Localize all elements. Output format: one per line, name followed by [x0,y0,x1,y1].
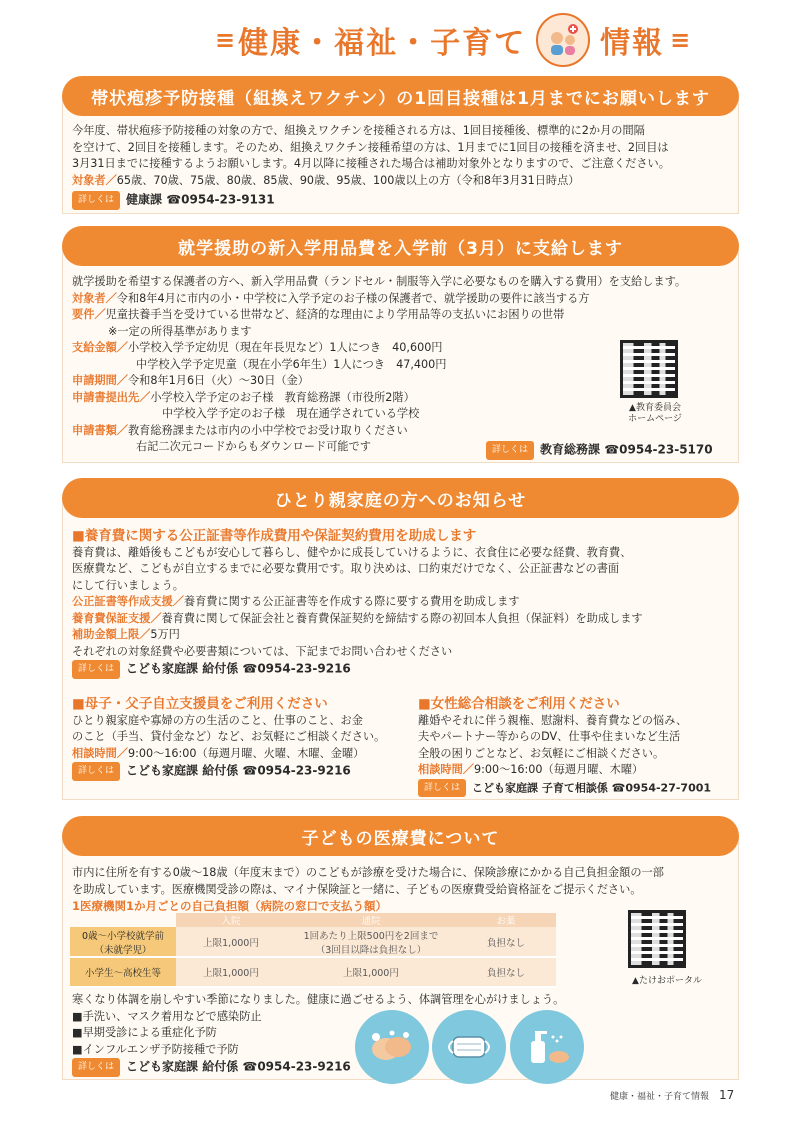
label-consult-time: 相談時間／ [72,746,128,760]
more-info-badge: 詳しくは [72,762,120,781]
amount-text-2: 中学校入学予定児童（現在小学6年生）1人につき 47,400円 [136,357,447,371]
bullet-item: ■手洗い、マスク着用などで感染防止 [72,1009,262,1023]
text-line: 寒くなり体調を崩しやすい季節になりました。健康に過ごせるよう、体調管理を心がけましょう。 [72,993,565,1006]
table-cell: 負担なし [456,957,556,987]
mask-icon [432,1010,506,1084]
row-label: 0歳～小学校就学前 [81,930,165,942]
qr-code-education-icon[interactable] [620,340,678,398]
label-amount: 支給金額／ [72,341,128,354]
banner-single-parent: ひとり親家庭の方へのお知らせ [62,478,739,518]
more-info-badge: 詳しくは [72,660,120,679]
header-deco-left: ≡ [215,26,233,54]
cell-line: （3回目以降は負担なし） [315,944,427,956]
qr-caption-line: ホームページ [628,414,682,424]
text-line: 医療費など、こどもが自立するまでに必要な費用です。取り決めは、口約束だけでなく、公正証書などの書面 [72,562,620,575]
period-text: 令和8年1月6日（火）～30日（金） [127,374,309,387]
more-info-badge: 詳しくは [418,779,466,798]
table-row [70,927,556,957]
contact-education-row [486,441,713,460]
qr-caption-line: ▲教育委員会 [629,403,681,413]
bullet-item: ■早期受診による重症化予防 [72,1026,217,1039]
label-guarantee-support: 養育費保証支援／ [72,611,162,625]
subsidy-limit-text: 5万円 [150,628,180,641]
label-notary-support: 公正証書等作成支援／ [72,595,184,608]
qr-caption-portal: ▲たけおポータル [632,976,702,986]
single-parent-body [72,528,732,679]
qr-code-portal-icon[interactable] [628,910,686,968]
submit-text-1: 小学校入学予定のお子様 教育総務課（市役所2階） [150,390,415,404]
banner-medical-fees: 子どもの医療費について [62,816,739,856]
page-footer [610,1088,734,1102]
banner-shingles: 帯状疱疹予防接種（組換えワクチン）の1回目接種は1月までにお願いします [62,76,739,116]
text-line: 就学援助を希望する保護者の方へ、新入学用品費（ランドセル・制服等入学に必要なものを購入する費用）を支給します。 [72,275,687,288]
table-cell: 上限1,000円 [176,957,286,987]
page-number: 17 [719,1088,735,1102]
text-line: 夫やパートナー等からのDV、仕事や住まいなど生活 [418,730,681,743]
contact-child-family-2: こども家庭課 給付係 ☎0954-23-9216 [126,763,351,778]
table-row [70,957,556,987]
text-line: を助成しています。医療機関受診の際は、マイナ保険証と一緒に、子どもの医療費受給資格証をご提示ください。 [72,882,642,896]
text-line: ひとり親家庭や寡婦の方の生活のこと、仕事のこと、お金 [72,713,363,727]
amount-text-1: 小学校入学予定幼児（現在年長児など）1人につき 40,600円 [127,341,443,354]
page-title: 健康・福祉・子育て [238,26,527,61]
table-header: 入院 [176,913,286,927]
label-subsidy-limit: 補助金額上限／ [72,628,151,641]
consult-time-text: 9:00～16:00（毎週月曜、火曜、木曜、金曜） [127,746,365,760]
medical-fees-body [72,865,734,915]
text-line: 離婚やそれに伴う親権、慰謝料、養育費などの悩み、 [418,713,688,727]
label-target: 対象者／ [72,291,117,305]
label-forms: 申請書類／ [72,423,128,437]
submit-text-2: 中学校入学予定のお子様 現在通学されている学校 [162,407,420,420]
contact-child-family-4: こども家庭課 給付係 ☎0954-23-9216 [126,1059,351,1074]
table-cell: 負担なし [456,927,556,957]
table-cell: 上限1,000円 [176,927,286,957]
more-info-badge: 詳しくは [72,191,120,210]
label-consult-time: 相談時間／ [418,763,474,776]
subhead-child-support: ■養育費に関する公正証書等作成費用や保証契約費用を助成します [72,528,477,544]
text-line: にして行いましょう。 [72,578,184,592]
label-target: 対象者／ [72,173,117,187]
contact-child-family-1: こども家庭課 給付係 ☎0954-23-9216 [126,661,351,676]
table-header: お薬 [456,913,556,927]
more-info-badge: 詳しくは [72,1058,120,1077]
contact-child-family-3: こども家庭課 子育て相談係 ☎0954-27-7001 [472,780,712,794]
label-period: 申請期間／ [72,374,128,387]
text-line: 市内に住所を有する0歳～18歳（年度末まで）のこどもが診療を受けた場合に、保険診療にかかる自己負担金額の一部 [72,866,664,879]
table-corner [70,913,176,927]
subhead-support-staff: ■母子・父子自立支援員をご利用ください [72,696,328,712]
label-requirement: 要件／ [72,308,106,321]
consult-time-text: 9:00～16:00（毎週月曜、木曜） [473,763,644,776]
text-line: 全般の困りごとなど、お気軽にご相談ください。 [418,746,665,760]
table-header: 通院 [286,913,456,927]
contact-education: 教育総務課 ☎0954-23-5170 [540,442,713,457]
guarantee-support-text: 養育費に関して保証会社と養育費保証契約を締結する際の初回本人負担（保証料）を助成します [161,611,643,625]
text-line: のこと（手当、貸付金など）など、お気軽にご相談ください。 [72,730,386,743]
requirement-note: ※一定の所得基準があります [108,324,252,338]
notary-support-text: 養育費に関する公正証書等を作成する際に要する費用を助成します [183,595,520,608]
medical-fee-table [70,913,556,988]
row-label: （未就学児） [94,944,152,956]
target-text: 65歳、70歳、75歳、80歳、85歳、90歳、95歳、100歳以上の方（令和8年3月31日時点） [116,173,580,187]
table-title: 1医療機関1か月ごとの自己負担額（病院の窓口で支払う額） [72,899,388,913]
table-row-header: 小学生～高校生等 [70,957,176,987]
target-text: 令和8年4月に市内の小・中学校に入学予定のお子様の保護者で、就学援助の要件に該当する方 [116,291,590,305]
forms-text-2: 右記二次元コードからもダウンロード可能です [136,440,371,453]
footer-label: 健康・福祉・子育て情報 [610,1092,710,1102]
subhead-women-consult: ■女性総合相談をご利用ください [418,696,620,712]
table-cell: 上限1,000円 [286,957,456,987]
hand-washing-icon [355,1010,429,1084]
sanitizer-icon [510,1010,584,1084]
table-row-header [70,927,176,957]
requirement-text: 児童扶養手当を受けている世帯など、経済的な理由により学用品等の支払いにお困りの世帯 [105,308,565,321]
page-header [215,12,735,68]
table-cell [286,927,456,957]
text-line: 今年度、帯状疱疹予防接種の対象の方で、組換えワクチンを接種される方は、1回目接種後、標準的に2か月の間隔 [72,124,645,137]
shingles-body [72,123,732,210]
page-title-suffix: 情報 [600,26,665,61]
qr-caption-education [600,403,710,425]
text-line: それぞれの対象経費や必要書類については、下記までお問い合わせください [72,644,453,658]
text-line: 3月31日までに接種するようお願いします。4月以降に接種された場合は補助対象外となりますので、ご注意ください。 [72,157,670,170]
bullet-item: ■インフルエンザ予防接種で予防 [72,1042,239,1056]
contact-health: 健康課 ☎0954-23-9131 [126,192,275,207]
women-consult-body [418,696,736,797]
banner-school-aid: 就学援助の新入学用品費を入学前（3月）に支給します [62,226,739,266]
header-deco-right: ≡ [670,26,688,54]
forms-text-1: 教育総務課または市内の小中学校でお受け取りください [127,423,408,437]
single-parent-support-body [72,696,412,781]
text-line: 養育費は、離婚後もこどもが安心して暮らし、健やかに成長していけるように、衣食住に必要な経費、教育費、 [72,545,632,559]
text-line: を空けて、2回目を接種します。そのため、組換えワクチン接種希望の方は、1月までに1回目の接種を済ませ、2回目は [72,140,669,154]
label-submit: 申請書提出先／ [72,390,151,404]
family-health-icon [536,13,590,67]
cell-line: 1回あたり上限500円を2回まで [303,930,439,942]
more-info-badge: 詳しくは [486,441,534,460]
